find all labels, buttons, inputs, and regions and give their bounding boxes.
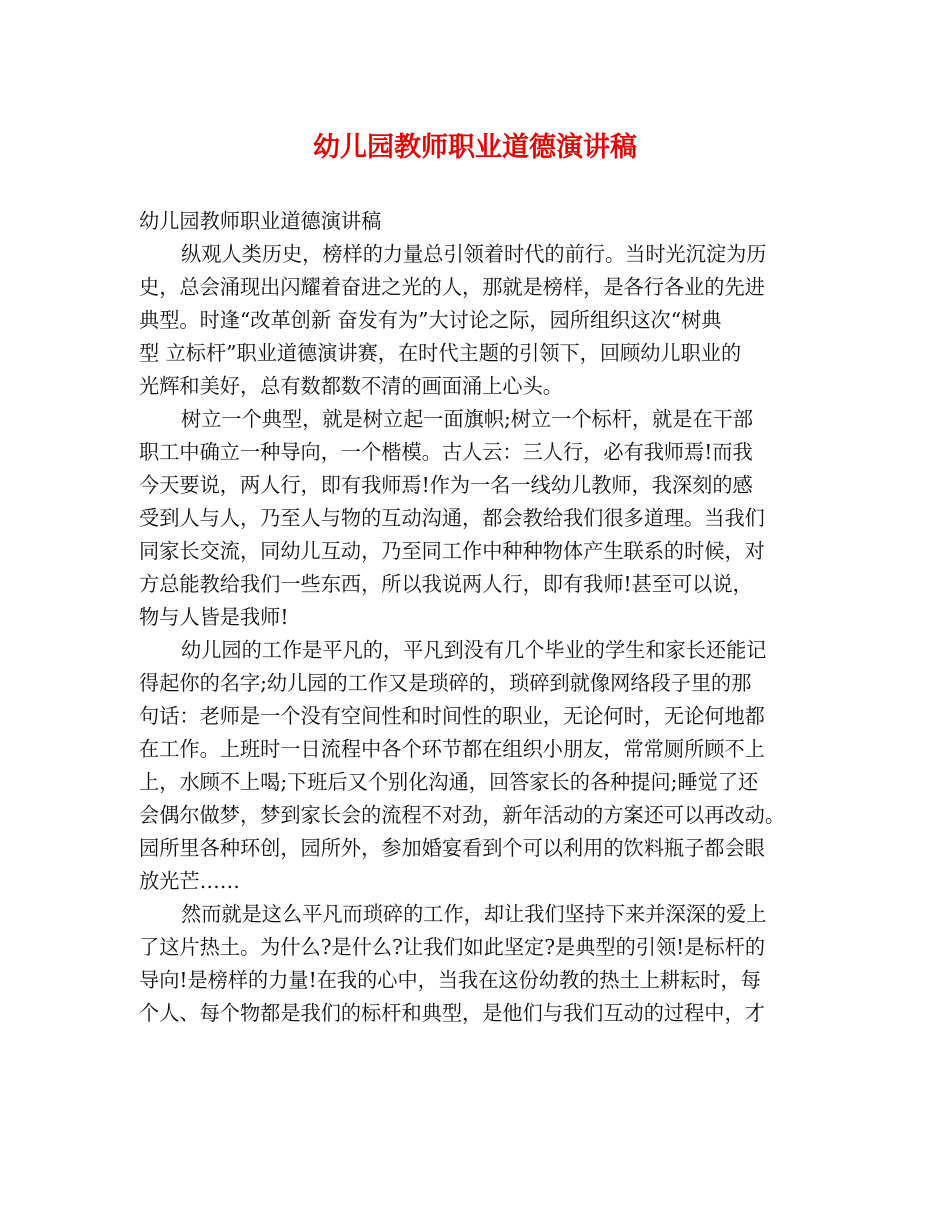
- paragraph: [139, 898, 829, 1030]
- paragraph-line: 在工作。上班时一日流程中各个环节都在组织小朋友，常常厕所顾不上: [139, 737, 765, 761]
- paragraph-line: 物与人皆是我师!: [139, 605, 289, 629]
- paragraph-line: 了这片热土。为什么?是什么?让我们如此坚定?是典型的引领!是标杆的: [139, 935, 766, 959]
- paragraph-line: 史，总会涌现出闪耀着奋进之光的人，那就是榜样，是各行各业的先进: [139, 275, 765, 299]
- document-subtitle: 幼儿园教师职业道德演讲稿: [139, 209, 382, 233]
- paragraph-line: 导向!是榜样的力量!在我的心中，当我在这份幼教的热土上耕耘时，每: [139, 968, 761, 992]
- paragraph-line: 个人、每个物都是我们的标杆和典型，是他们与我们互动的过程中，才: [139, 1001, 765, 1025]
- paragraph: [139, 634, 829, 898]
- paragraph-line: 会偶尔做梦，梦到家长会的流程不对劲，新年活动的方案还可以再改动。: [139, 803, 786, 827]
- paragraph-list: [139, 238, 829, 1030]
- paragraph-line: 句话：老师是一个没有空间性和时间性的职业，无论何时，无论何地都: [139, 704, 765, 728]
- paragraph-line: 放光芒……: [139, 869, 240, 893]
- paragraph: [139, 238, 829, 403]
- paragraph-line: 纵观人类历史，榜样的力量总引领着时代的前行。当时光沉淀为历: [181, 242, 767, 266]
- paragraph-line: 上，水顾不上喝;下班后又个别化沟通，回答家长的各种提问;睡觉了还: [139, 770, 759, 794]
- paragraph: [139, 403, 829, 634]
- document-body: [139, 205, 829, 1030]
- paragraph-line: 幼儿园的工作是平凡的，平凡到没有几个毕业的学生和家长还能记: [181, 638, 767, 662]
- paragraph-line: 方总能教给我们一些东西，所以我说两人行，即有我师!甚至可以说，: [139, 572, 753, 596]
- paragraph-line: 同家长交流，同幼儿互动，乃至同工作中种种物体产生联系的时候，对: [139, 539, 765, 563]
- paragraph-line: 职工中确立一种导向，一个楷模。古人云：三人行，必有我师焉!而我: [139, 440, 753, 464]
- paragraph-line: 典型。时逢“改革创新 奋发有为”大讨论之际，园所组织这次“树典: [139, 308, 722, 332]
- paragraph-line: 园所里各种环创，园所外，参加婚宴看到个可以利用的饮料瓶子都会眼: [139, 836, 765, 860]
- paragraph-line: 树立一个典型，就是树立起一面旗帜;树立一个标杆，就是在干部: [181, 407, 754, 431]
- paragraph-line: 今天要说，两人行，即有我师焉!作为一名一线幼儿教师，我深刻的感: [139, 473, 753, 497]
- paragraph-line: 受到人与人，乃至人与物的互动沟通，都会教给我们很多道理。当我们: [139, 506, 765, 530]
- paragraph-line: 光辉和美好，总有数都数不清的画面涌上心头。: [139, 374, 563, 398]
- paragraph-line: 型 立标杆”职业道德演讲赛，在时代主题的引领下，回顾幼儿职业的: [139, 341, 742, 365]
- paragraph-line: 然而就是这么平凡而琐碎的工作，却让我们坚持下来并深深的爱上: [181, 902, 767, 926]
- paragraph-line: 得起你的名字;幼儿园的工作又是琐碎的，琐碎到就像网络段子里的那: [139, 671, 752, 695]
- document-title: 幼儿园教师职业道德演讲稿: [313, 132, 637, 163]
